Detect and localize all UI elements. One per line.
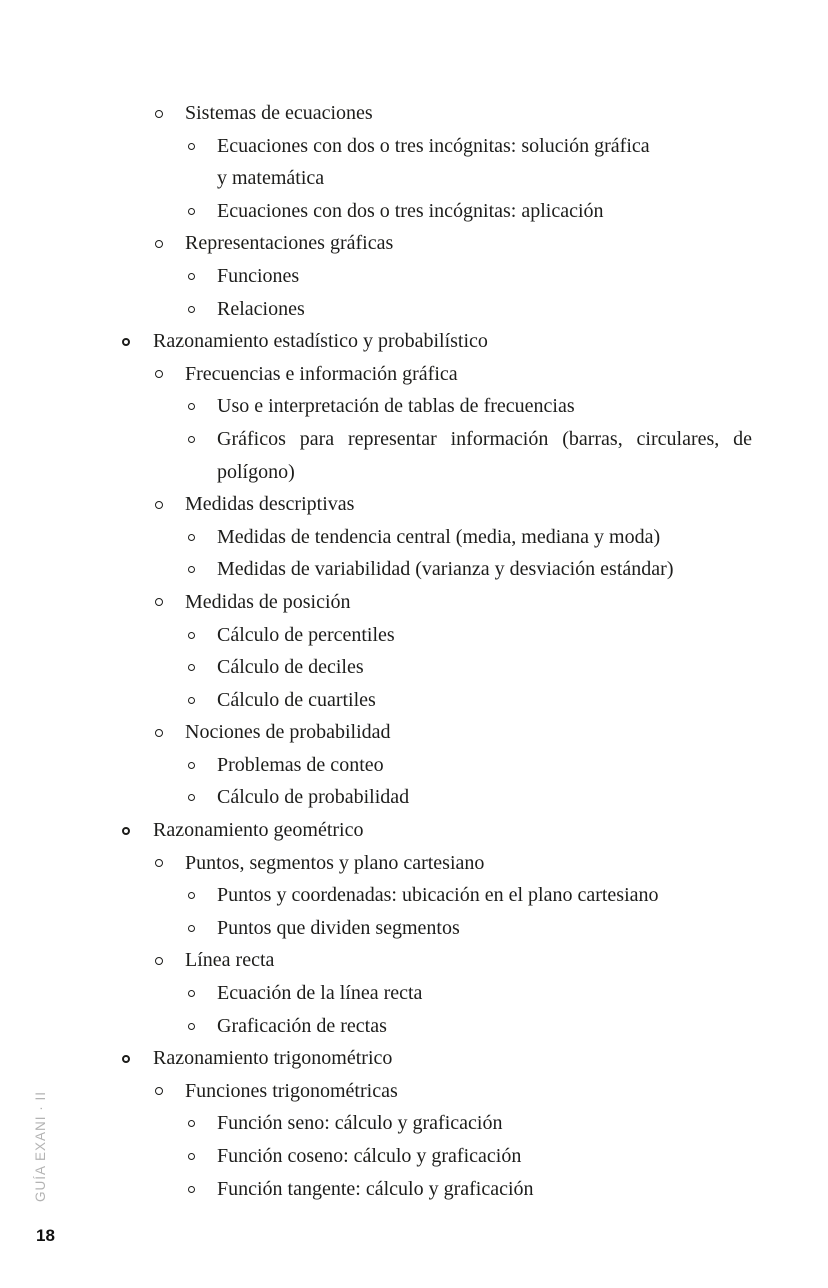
- outline-item: [0, 977, 790, 1010]
- circle-bullet-icon: [188, 1120, 195, 1127]
- outline-item: [0, 684, 790, 717]
- outline-item: [0, 1075, 790, 1108]
- circle-bullet-icon: [188, 762, 195, 769]
- circle-bullet-icon: [188, 208, 195, 215]
- outline-item-text: Medidas de tendencia central (media, mediana y moda): [217, 525, 661, 548]
- outline-item-text: Razonamiento trigonométrico: [153, 1047, 393, 1070]
- circle-bullet-icon: [155, 1087, 163, 1095]
- outline-item-text: Función coseno: cálculo y graficación: [217, 1145, 522, 1167]
- outline-item-text: Graficación de rectas: [217, 1014, 387, 1037]
- circle-bullet-icon: [188, 925, 195, 932]
- outline-item: [0, 553, 790, 586]
- circle-bullet-icon: [122, 1055, 130, 1063]
- outline-item-text: Línea recta: [185, 949, 275, 972]
- circle-bullet-icon: [188, 697, 195, 704]
- outline-item: [0, 847, 790, 880]
- outline-item-text: Ecuaciones con dos o tres incógnitas: aplicación: [217, 199, 604, 222]
- outline-item-text: Nociones de probabilidad: [185, 721, 391, 744]
- outline-item: [0, 716, 790, 749]
- outline-item: [0, 521, 790, 554]
- outline-item: [0, 749, 790, 782]
- outline-item-text: Puntos y coordenadas: ubicación en el plano cartesiano: [217, 884, 659, 907]
- outline-item-text: Medidas de posición: [185, 590, 351, 613]
- outline-item: [0, 1173, 790, 1206]
- outline-item: [0, 293, 790, 326]
- outline-item: [0, 358, 790, 391]
- circle-bullet-icon: [188, 1186, 195, 1193]
- circle-bullet-icon: [188, 1153, 195, 1160]
- circle-bullet-icon: [122, 338, 130, 346]
- outline-item-text: Cálculo de deciles: [217, 656, 364, 679]
- circle-bullet-icon: [155, 370, 163, 378]
- outline-item: [0, 1010, 790, 1043]
- outline-item: [0, 390, 790, 423]
- outline-item-text: Funciones: [217, 264, 300, 287]
- circle-bullet-icon: [188, 143, 195, 150]
- outline-item: [0, 912, 790, 945]
- circle-bullet-icon: [188, 632, 195, 639]
- outline-item: [0, 944, 790, 977]
- outline-item-text: Problemas de conteo: [217, 753, 384, 776]
- outline-item-text: Representaciones gráficas: [185, 232, 394, 255]
- outline-item-text: Frecuencias e información gráfica: [185, 362, 458, 385]
- circle-bullet-icon: [188, 664, 195, 671]
- outline-item-text: Puntos, segmentos y plano cartesiano: [185, 851, 485, 874]
- circle-bullet-icon: [188, 990, 195, 997]
- circle-bullet-icon: [155, 859, 163, 867]
- outline-item-text: Uso e interpretación de tablas de frecuencias: [217, 395, 575, 418]
- outline-item-text: Medidas de variabilidad (varianza y desviación estándar): [217, 558, 674, 581]
- outline-item: [0, 1042, 790, 1075]
- circle-bullet-icon: [188, 1023, 195, 1030]
- outline-item-text: Sistemas de ecuaciones: [185, 102, 373, 124]
- outline-item-text: Razonamiento estadístico y probabilístico: [153, 330, 488, 353]
- outline-item: [0, 619, 790, 652]
- circle-bullet-icon: [188, 436, 195, 443]
- outline-item: [0, 97, 790, 130]
- outline-item-text: Cálculo de cuartiles: [217, 688, 376, 711]
- outline-item-text: Cálculo de probabilidad: [217, 786, 410, 809]
- circle-bullet-icon: [188, 534, 195, 541]
- outline-item-text: Razonamiento geométrico: [153, 819, 364, 842]
- circle-bullet-icon: [155, 957, 163, 965]
- sidebar-guide-label: GUÍA EXANI · II: [33, 1090, 48, 1202]
- outline-item: [0, 1140, 790, 1173]
- outline-item-text: Función tangente: cálculo y graficación: [217, 1177, 534, 1200]
- circle-bullet-icon: [122, 827, 130, 835]
- outline-item-text: Puntos que dividen segmentos: [217, 916, 460, 939]
- outline-item: [0, 1107, 790, 1140]
- circle-bullet-icon: [155, 729, 163, 737]
- outline-item: [0, 325, 790, 358]
- outline-item: [0, 651, 790, 684]
- circle-bullet-icon: [188, 892, 195, 899]
- circle-bullet-icon: [155, 501, 163, 509]
- outline-item: [0, 781, 790, 814]
- outline-item-text: Ecuación de la línea recta: [217, 982, 423, 1005]
- circle-bullet-icon: [188, 566, 195, 573]
- outline-item-text: Función seno: cálculo y graficación: [217, 1112, 503, 1135]
- outline-item-text: Gráficos para representar información (barras, circulares, de polígono): [217, 427, 752, 483]
- outline-item: [0, 488, 790, 521]
- outline-item: [0, 879, 790, 912]
- outline-item: [0, 130, 790, 195]
- circle-bullet-icon: [188, 403, 195, 410]
- outline-item-text: Relaciones: [217, 297, 305, 320]
- outline-item-text: Ecuaciones con dos o tres incógnitas: solución gráfica y matemática: [217, 134, 650, 190]
- outline-item: [0, 227, 790, 260]
- topic-outline-list: [0, 97, 790, 1205]
- circle-bullet-icon: [155, 240, 163, 248]
- outline-item: [0, 586, 790, 619]
- circle-bullet-icon: [188, 306, 195, 313]
- outline-item: [0, 195, 790, 228]
- circle-bullet-icon: [188, 273, 195, 280]
- outline-item: [0, 423, 790, 488]
- circle-bullet-icon: [188, 794, 195, 801]
- outline-item-text: Funciones trigonométricas: [185, 1079, 398, 1102]
- circle-bullet-icon: [155, 598, 163, 606]
- circle-bullet-icon: [155, 110, 163, 118]
- page-number: 18: [36, 1226, 55, 1245]
- outline-item-text: Cálculo de percentiles: [217, 623, 395, 646]
- outline-item: [0, 814, 790, 847]
- outline-item-text: Medidas descriptivas: [185, 493, 355, 516]
- outline-item: [0, 260, 790, 293]
